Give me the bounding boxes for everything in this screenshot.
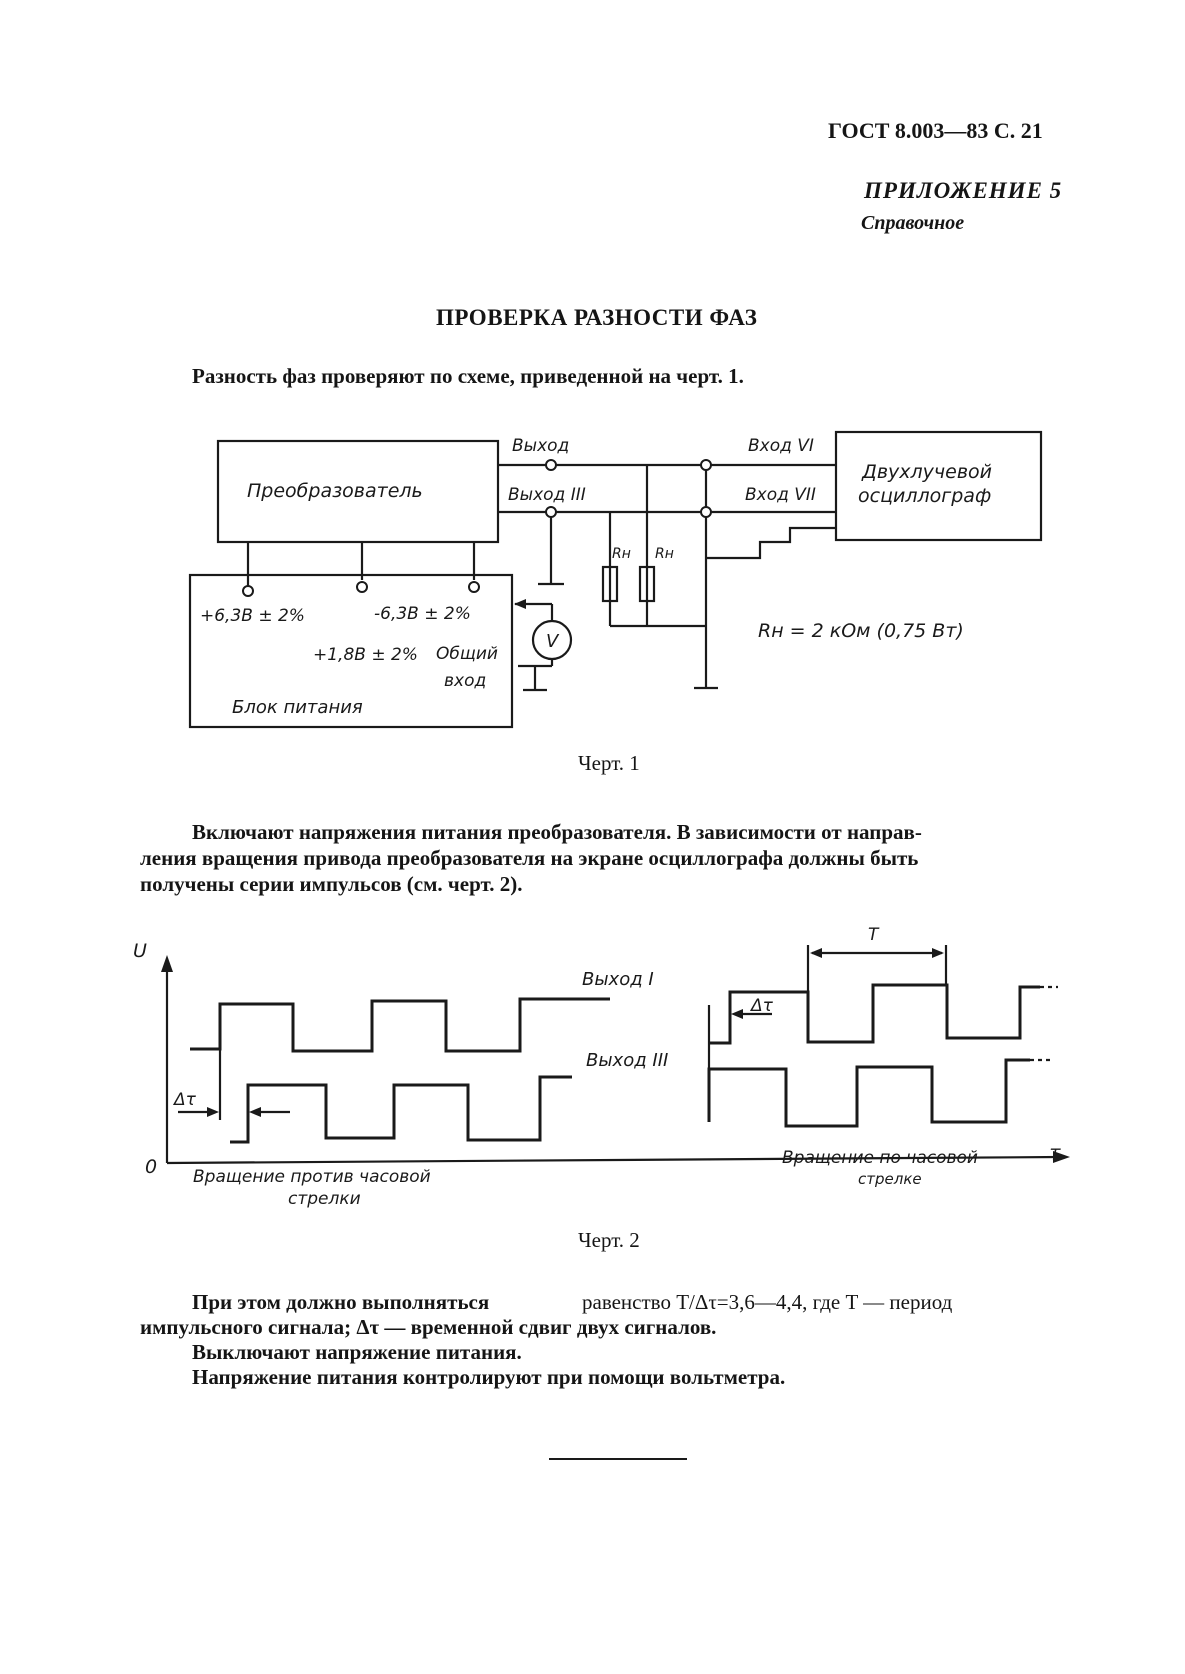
load-resistor-value: Rн = 2 кОм (0,75 Вт) [758,620,964,642]
left-delta-tau-label: Δτ [174,1090,196,1110]
paragraph-3-line-2: импульсного сигнала; Δτ — временной сдвиг двух сигналов. [140,1315,717,1339]
paragraph-2-line-1: Включают напряжения питания преобразователя. В зависимости от направ- [192,820,922,844]
t-axis-label: T [1050,1145,1060,1164]
period-label: T [868,925,879,945]
left-output-3-label: Выход III [586,1050,669,1071]
paragraph-3-line-3: Выключают напряжение питания. [192,1340,522,1364]
psu-plus63-label: +6,3В ± 2% [200,606,305,626]
origin-label: 0 [145,1156,158,1178]
paragraph-2-line-3: получены серии импульсов (см. черт. 2). [140,872,523,896]
load-resistor-2-label: Rн [655,546,674,562]
intro-paragraph: Разность фаз проверяют по схеме, приведенной на черт. 1. [192,364,744,388]
right-delta-tau-label: Δτ [751,996,773,1016]
left-output-1-label: Выход I [582,969,654,990]
figure-1-caption: Черт. 1 [578,751,640,775]
appendix-note: Справочное [861,212,965,234]
appendix-label: ПРИЛОЖЕНИЕ 5 [864,178,1063,203]
paragraph-3-line-1a: При этом должно выполняться [192,1290,490,1314]
psu-label: Блок питания [232,697,363,718]
paragraph-3-line-1b: равенство T/Δτ=3,6—4,4, где T — период [582,1290,953,1314]
psu-plus18-label: +1,8В ± 2% [313,645,418,665]
output-1-label: Выход [512,436,570,456]
page-header-gost: ГОСТ 8.003—83 С. 21 [828,118,1043,143]
oscilloscope-label-2: осциллограф [858,485,992,507]
paragraph-2-line-2: ления вращения привода преобразователя на экране осциллографа должны быть [140,846,919,870]
psu-common-input-label: вход [444,671,487,691]
psu-common-label: Общий [436,644,498,664]
load-resistor-1-label: Rн [612,546,631,562]
cw-rotation-label-1: Вращение по часовой [782,1148,978,1168]
input-vii-label: Вход VII [745,485,816,505]
psu-minus63-label: -6,3В ± 2% [374,604,471,624]
paragraph-3-line-4: Напряжение питания контролируют при помощи вольтметра. [192,1365,786,1389]
ccw-rotation-label-2: стрелки [288,1189,361,1209]
output-3-label: Выход III [508,485,586,505]
cw-rotation-label-2: стрелке [858,1170,922,1188]
figure-2-caption: Черт. 2 [578,1228,640,1252]
converter-label: Преобразователь [247,480,423,502]
ccw-rotation-label-1: Вращение против часовой [193,1167,431,1187]
input-vi-label: Вход VI [748,436,814,456]
oscilloscope-label-1: Двухлучевой [862,461,993,483]
page-title: ПРОВЕРКА РАЗНОСТИ ФАЗ [436,305,758,330]
closing-rule [549,1458,687,1460]
u-axis-label: U [133,940,147,962]
voltmeter-label: V [546,631,559,652]
